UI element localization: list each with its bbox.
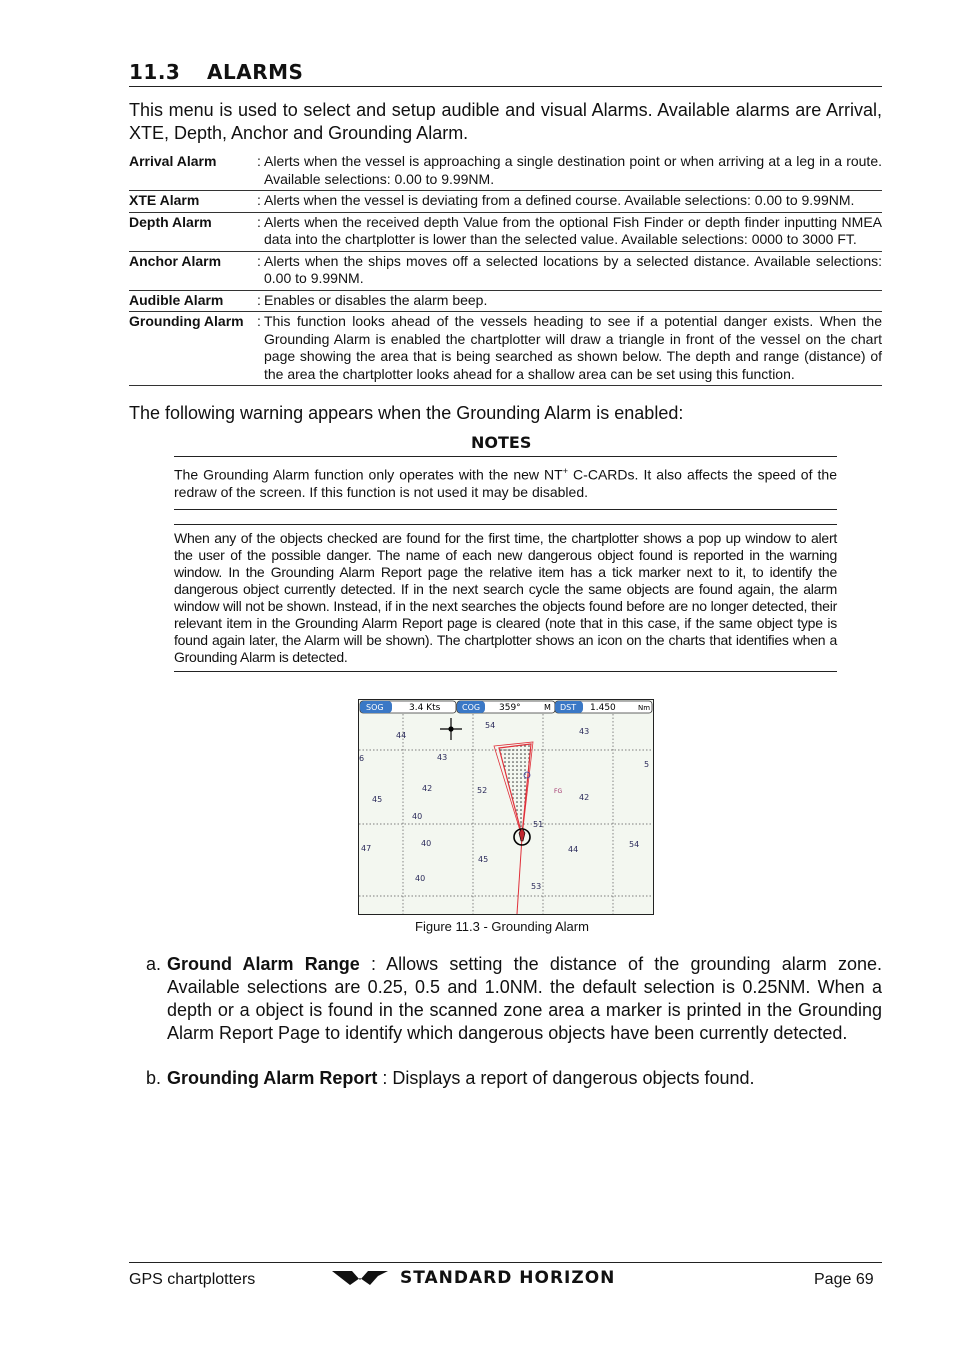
- svg-text:45: 45: [478, 855, 489, 864]
- alarm-table: [129, 152, 882, 386]
- svg-text:42: 42: [422, 784, 433, 793]
- sog-value: 3.4 Kts: [409, 703, 441, 713]
- brand-name: STANDARD HORIZON: [400, 1268, 616, 1288]
- svg-text:44: 44: [396, 731, 407, 740]
- list-item-range: [146, 953, 882, 1045]
- cog-label: COG: [462, 703, 481, 712]
- alarm-description: Alerts when the ships moves off a selected locations by a selected distance. Available selections: 0.00 to 9.99NM.: [264, 252, 882, 286]
- svg-text:53: 53: [531, 882, 542, 891]
- svg-text:43: 43: [579, 727, 590, 736]
- chart-display: [359, 700, 653, 914]
- alarm-row-anchor: Anchor Alarm : Alerts when the ships moves off a selected locations by a selected distance. Available selections: 0.00 to 9.99NM.: [129, 252, 882, 291]
- note-popup-behavior: When any of the objects checked are found for the first time, the chartplotter shows a pop up window to alert the user of the possible danger. The name of each new dangerous object found is reported in the warning window. In the Grounding Alarm Report page the relative item has a tick marker next to it, to identify the dangerous object currently detected. If in the next search cycle the same objects are found again, the alarm window will not be shown. Instead, if in the next searches the objects found before are no longer detected, their relevant item in the Grounding Alarm Report page is cleared (note that in this case, if the same object type is found again later, the Alarm will be shown). The chartplotter shows an icon on the charts that identifies when a Grounding Alarm is detected.: [174, 524, 837, 672]
- sog-label: SOG: [366, 703, 384, 712]
- svg-text:45: 45: [372, 795, 383, 804]
- footer-divider: [129, 1262, 882, 1263]
- alarm-term: Audible Alarm: [129, 291, 224, 308]
- brand-logo: [330, 1266, 685, 1290]
- svg-text:42: 42: [579, 793, 590, 802]
- svg-text:51: 51: [533, 820, 544, 829]
- dst-value: 1.450: [590, 703, 616, 713]
- list-item-report: [146, 1067, 882, 1090]
- alarm-term: Arrival Alarm: [129, 153, 217, 169]
- alarm-row-depth: Depth Alarm : Alerts when the received depth Value from the optional Fish Finder or depth finder inputting NMEA data into the chartplotter is lower than the selected value. Available selections: 0000 to 3000 FT.: [129, 213, 882, 252]
- alarm-term: Grounding Alarm: [129, 313, 244, 329]
- page-number: Page 69: [814, 1271, 874, 1288]
- alarm-row-audible: Audible Alarm : Enables or disables the alarm beep.: [129, 291, 882, 313]
- dst-label: DST: [560, 703, 577, 712]
- svg-text:40: 40: [421, 839, 432, 848]
- svg-text:47: 47: [361, 844, 372, 853]
- alarm-description: Alerts when the received depth Value from the optional Fish Finder or depth finder inputting NMEA data into the chartplotter is lower than the selected value. Available selections: 0000 to 3000 FT.: [264, 213, 882, 247]
- logo-wave-icon: [330, 1268, 392, 1288]
- list-text: : Displays a report of dangerous objects found.: [377, 1068, 755, 1088]
- section-title: ALARMS: [207, 60, 304, 84]
- svg-text:FG: FG: [554, 788, 563, 795]
- intro-paragraph: This menu is used to select and setup audible and visual Alarms. Available alarms are Arrival, XTE, Depth, Anchor and Grounding Alarm.: [129, 100, 882, 143]
- svg-text:52: 52: [477, 786, 488, 795]
- svg-text:43: 43: [437, 753, 448, 762]
- section-number: 11.3: [129, 60, 181, 84]
- svg-text:5: 5: [644, 760, 650, 769]
- list-term: Ground Alarm Range: [167, 954, 360, 974]
- alarm-description: Enables or disables the alarm beep.: [264, 291, 488, 308]
- dst-unit: Nm: [638, 704, 651, 712]
- alarm-term: Depth Alarm: [129, 213, 212, 230]
- alarm-description: Alerts when the vessel is approaching a single destination point or when arriving at a leg in a route. Available selections: 0.00 to 9.99NM.: [264, 153, 882, 187]
- figure-caption: Figure 11.3 - Grounding Alarm: [415, 919, 589, 934]
- section-heading: [129, 60, 882, 87]
- svg-text:44: 44: [568, 845, 579, 854]
- cog-unit: M: [544, 703, 551, 712]
- warning-intro: The following warning appears when the Grounding Alarm is enabled:: [129, 403, 684, 423]
- alarm-row-grounding: Grounding Alarm : This function looks ahead of the vessels heading to see if a potential danger exists. When the Grounding Alarm is enabled the chartplotter will draw a triangle in front of the vessel on the chart page showing the area that is being searched as shown below. The depth and range (distance) of the area the chartplotter looks ahead for a shallow area can be set using this function.: [129, 312, 882, 386]
- alarm-description: Alerts when the vessel is deviating from a defined course. Available selections: 0.00 to 9.99NM.: [264, 192, 855, 208]
- alarm-row-arrival: Arrival Alarm : Alerts when the vessel is approaching a single destination point or when arriving at a leg in a route. Available selections: 0.00 to 9.99NM.: [129, 152, 882, 191]
- status-bar: [360, 701, 652, 713]
- note-compatibility: The Grounding Alarm function only operates with the new NT+ C-CARDs. It also affects the speed of the redraw of the screen. If this function is not used it may be disabled.: [174, 456, 837, 510]
- alarm-term: Anchor Alarm: [129, 252, 222, 269]
- list-label: b.: [146, 1068, 162, 1088]
- svg-text:6: 6: [359, 754, 365, 763]
- svg-text:54: 54: [485, 721, 496, 730]
- list-text: : Allows setting the distance of the grounding alarm zone. Available selections are 0.25, 0.5 and 1.0NM. the default selection is 0.25NM. When a depth or a object is found in the scanned zone area a marker is printed in the Grounding Alarm Report Page to identify which dangerous objects have been currently detected.: [167, 954, 882, 1043]
- svg-text:54: 54: [629, 840, 640, 849]
- alarm-description: This function looks ahead of the vessels heading to see if a potential danger exists. When the Grounding Alarm is enabled the chartplotter will draw a triangle in front of the vessel on the chart page showing the area that is being searched as shown below. The depth and range (distance) of the area the chartplotter looks ahead for a shallow area can be set using this function.: [264, 313, 882, 382]
- grounding-alarm-screen: [358, 699, 654, 915]
- svg-text:40: 40: [415, 874, 426, 883]
- footer-product: GPS chartplotters: [129, 1271, 256, 1288]
- cog-value: 359°: [499, 703, 521, 713]
- list-label: a.: [146, 954, 162, 974]
- list-term: Grounding Alarm Report: [167, 1068, 378, 1088]
- alarm-term: XTE Alarm: [129, 192, 200, 208]
- svg-text:40: 40: [412, 812, 423, 821]
- alarm-row-xte: XTE Alarm : Alerts when the vessel is deviating from a defined course. Available selections: 0.00 to 9.99NM.: [129, 191, 882, 213]
